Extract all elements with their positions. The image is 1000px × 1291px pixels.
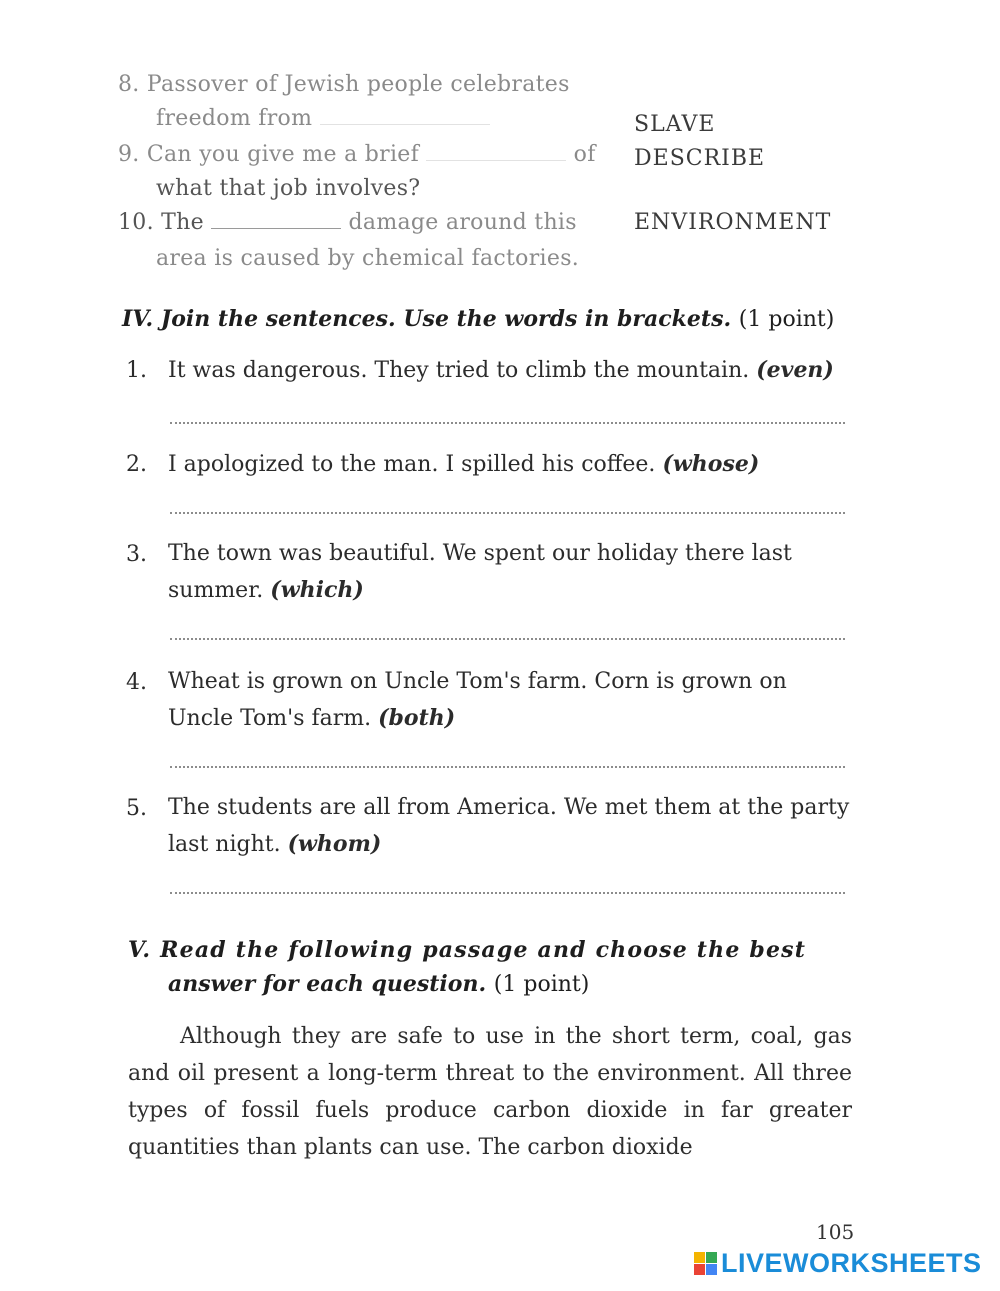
section-iv-points: (1 point) [738, 307, 835, 332]
question-4-hint: (both) [378, 705, 456, 731]
liveworksheets-logo [694, 1248, 982, 1278]
section-iv-heading [122, 306, 834, 332]
question-2-number: 2. [126, 452, 147, 477]
answer-blank-10[interactable] [211, 212, 341, 229]
item-8-line1: 8. Passover of Jewish people celebrates [118, 72, 570, 97]
answer-line-1[interactable] [170, 422, 845, 424]
answer-blank-9[interactable] [426, 144, 566, 161]
question-4-number: 4. [126, 670, 147, 695]
answer-line-3[interactable] [170, 638, 845, 640]
liveworksheets-logo-text: LIVEWORKSHEETS [721, 1247, 982, 1278]
answer-blank-8[interactable] [320, 108, 490, 125]
item-9-line2: what that job involves? [156, 176, 421, 201]
item-9-text-b: of [573, 142, 596, 167]
question-1-sentence: It was dangerous. They tried to climb the mountain. [168, 358, 750, 383]
question-1-text [168, 352, 858, 389]
question-2-text [168, 446, 858, 483]
section-v-heading-line2 [168, 971, 589, 997]
item-8-text: freedom from [156, 106, 313, 131]
liveworksheets-logo-icon [694, 1252, 717, 1275]
question-3-sentence: The town was beautiful. We spent our holiday there last summer. [168, 541, 792, 603]
answer-line-4[interactable] [170, 766, 845, 768]
word-form-describe: DESCRIBE [634, 146, 766, 171]
item-9-line1 [118, 142, 596, 167]
item-10-line1 [118, 210, 577, 235]
section-v-heading-line1: V. Read the following passage and choose the best [128, 937, 807, 963]
question-3-text [168, 536, 858, 609]
question-4-sentence: Wheat is grown on Uncle Tom's farm. Corn is grown on Uncle Tom's farm. [168, 669, 787, 731]
page-number: 105 [816, 1220, 855, 1244]
section-iv-title: IV. Join the sentences. Use the words in brackets. [122, 306, 732, 332]
question-2-hint: (whose) [662, 451, 760, 477]
question-5-sentence: The students are all from America. We met them at the party last night. [168, 795, 850, 857]
word-form-environment: ENVIRONMENT [634, 210, 832, 235]
logo-square-blue [706, 1264, 717, 1275]
item-8-line2 [156, 106, 490, 131]
question-4-text [168, 664, 858, 737]
reading-passage [128, 1018, 852, 1166]
question-2-sentence: I apologized to the man. I spilled his coffee. [168, 452, 656, 477]
word-form-slave: SLAVE [634, 112, 716, 137]
passage-paragraph: Although they are safe to use in the short term, coal, gas and oil present a long-term threat to the environment. All three types of fossil fuels produce carbon dioxide in far greater quantities than plants can use. The carbon dioxide [128, 1024, 852, 1160]
item-10-text-b: damage around this [348, 210, 577, 235]
question-3-number: 3. [126, 542, 147, 567]
question-1-hint: (even) [756, 357, 834, 383]
logo-square-green [706, 1252, 717, 1263]
question-5-hint: (whom) [287, 831, 382, 857]
answer-line-2[interactable] [170, 512, 845, 514]
section-v-points: (1 point) [493, 972, 590, 997]
answer-line-5[interactable] [170, 892, 845, 894]
question-3-hint: (which) [270, 577, 364, 603]
question-5-text [168, 790, 858, 863]
item-10-text-a: 10. The [118, 210, 204, 235]
section-v-title: answer for each question. [168, 971, 487, 997]
question-1-number: 1. [126, 358, 147, 383]
logo-square-yellow [694, 1252, 705, 1263]
item-9-text-a: 9. Can you give me a brief [118, 142, 420, 167]
item-10-line2: area is caused by chemical factories. [156, 246, 580, 271]
logo-square-red [694, 1264, 705, 1275]
question-5-number: 5. [126, 796, 147, 821]
